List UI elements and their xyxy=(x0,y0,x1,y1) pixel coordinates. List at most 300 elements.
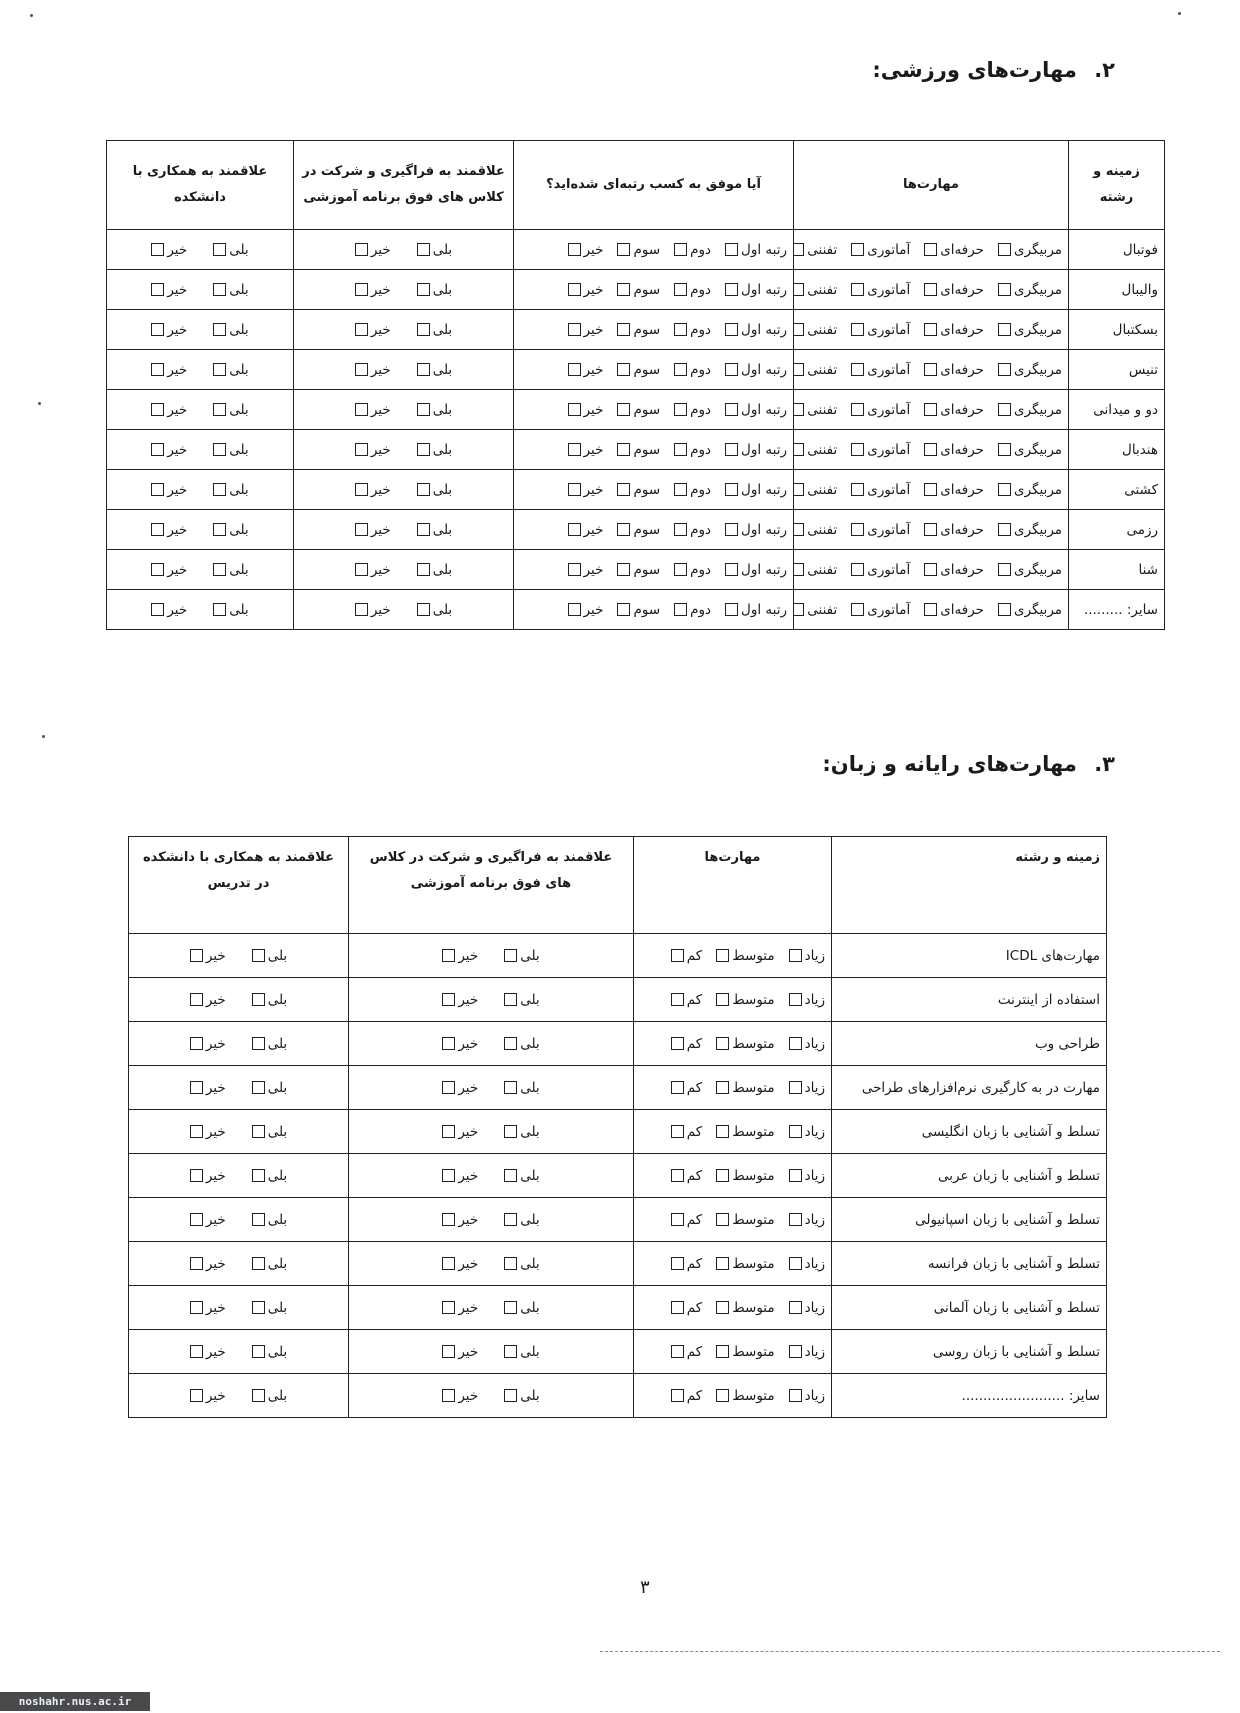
rank-0-checkbox[interactable] xyxy=(725,483,738,496)
skill-level-0-checkbox[interactable] xyxy=(998,603,1011,616)
skill-level-3-checkbox[interactable] xyxy=(794,363,805,376)
cooperate-0-checkbox[interactable] xyxy=(213,483,226,496)
skill-level-0-checkbox[interactable] xyxy=(998,323,1011,336)
class-interest-0-checkbox[interactable] xyxy=(417,363,430,376)
rank-3-checkbox[interactable] xyxy=(568,523,581,536)
class-interest-cell xyxy=(294,550,514,590)
class-interest-cell xyxy=(349,1066,634,1110)
proficiency-1-label: متوسط xyxy=(732,1123,775,1140)
sport-field-name: کشتی xyxy=(1069,470,1165,510)
rank-3-checkbox[interactable] xyxy=(568,283,581,296)
rank-3-checkbox[interactable] xyxy=(568,603,581,616)
cooperate-0-option xyxy=(252,1036,287,1052)
skill-level-1-checkbox[interactable] xyxy=(924,243,937,256)
cooperate-0-checkbox[interactable] xyxy=(252,1301,265,1314)
skill-level-0-checkbox[interactable] xyxy=(998,283,1011,296)
skill-level-3-option xyxy=(794,482,838,498)
skill-level-2-checkbox[interactable] xyxy=(851,603,864,616)
class-interest-1-option xyxy=(355,362,391,378)
sport-field-name: شنا xyxy=(1069,550,1165,590)
proficiency-0-checkbox[interactable] xyxy=(789,949,802,962)
skill-level-3-label: تفننی xyxy=(807,441,838,458)
class-interest-0-checkbox[interactable] xyxy=(504,1213,517,1226)
rank-2-checkbox[interactable] xyxy=(617,363,630,376)
class-interest-0-label: بلی xyxy=(432,361,453,378)
class-interest-1-checkbox[interactable] xyxy=(355,323,368,336)
skill-level-2-checkbox[interactable] xyxy=(851,323,864,336)
rank-0-checkbox[interactable] xyxy=(725,603,738,616)
class-interest-1-option xyxy=(355,322,391,338)
rank-2-checkbox[interactable] xyxy=(617,523,630,536)
proficiency-2-checkbox[interactable] xyxy=(671,1257,684,1270)
class-interest-0-label: بلی xyxy=(432,601,453,618)
proficiency-0-option xyxy=(789,1036,825,1052)
table-row xyxy=(129,1110,1107,1154)
class-interest-1-checkbox[interactable] xyxy=(355,243,368,256)
cooperate-0-checkbox[interactable] xyxy=(252,1389,265,1402)
cooperate-cell xyxy=(129,934,349,978)
cooperate-1-checkbox[interactable] xyxy=(190,1081,203,1094)
cooperate-0-option xyxy=(213,522,248,538)
rank-0-checkbox[interactable] xyxy=(725,563,738,576)
cooperate-cell xyxy=(129,1330,349,1374)
class-interest-1-option xyxy=(355,242,391,258)
class-interest-0-checkbox[interactable] xyxy=(417,403,430,416)
proficiency-0-checkbox[interactable] xyxy=(789,1257,802,1270)
class-interest-1-checkbox[interactable] xyxy=(442,949,455,962)
class-interest-1-option xyxy=(442,1036,478,1052)
rank-3-label: خیر xyxy=(583,561,604,578)
proficiency-1-checkbox[interactable] xyxy=(716,1213,729,1226)
proficiency-1-checkbox[interactable] xyxy=(716,1037,729,1050)
sports-section-number: ۲. xyxy=(1094,58,1115,82)
rank-0-option xyxy=(725,402,787,418)
class-interest-1-checkbox[interactable] xyxy=(355,443,368,456)
class-interest-cell xyxy=(294,270,514,310)
rank-1-checkbox[interactable] xyxy=(674,403,687,416)
skill-level-3-checkbox[interactable] xyxy=(794,323,805,336)
rank-1-checkbox[interactable] xyxy=(674,363,687,376)
cooperate-0-checkbox[interactable] xyxy=(252,1037,265,1050)
class-interest-0-checkbox[interactable] xyxy=(417,523,430,536)
cooperate-1-checkbox[interactable] xyxy=(151,243,164,256)
cooperate-1-checkbox[interactable] xyxy=(151,323,164,336)
skill-level-2-checkbox[interactable] xyxy=(851,283,864,296)
cooperate-1-checkbox[interactable] xyxy=(190,1257,203,1270)
skill-level-1-checkbox[interactable] xyxy=(924,563,937,576)
proficiency-2-checkbox[interactable] xyxy=(671,1389,684,1402)
proficiency-2-checkbox[interactable] xyxy=(671,1301,684,1314)
class-interest-0-checkbox[interactable] xyxy=(417,603,430,616)
cooperate-cell xyxy=(129,1374,349,1418)
rank-2-option xyxy=(617,482,660,498)
class-interest-1-checkbox[interactable] xyxy=(442,993,455,1006)
cooperate-1-checkbox[interactable] xyxy=(190,1169,203,1182)
proficiency-0-checkbox[interactable] xyxy=(789,1125,802,1138)
skill-level-1-checkbox[interactable] xyxy=(924,323,937,336)
skill-level-2-label: آماتوری xyxy=(867,481,911,498)
proficiency-0-checkbox[interactable] xyxy=(789,1345,802,1358)
cooperate-0-checkbox[interactable] xyxy=(213,403,226,416)
proficiency-0-checkbox[interactable] xyxy=(789,1169,802,1182)
rank-2-label: سوم xyxy=(633,401,661,418)
rank-2-checkbox[interactable] xyxy=(617,443,630,456)
class-interest-1-checkbox[interactable] xyxy=(442,1169,455,1182)
proficiency-0-checkbox[interactable] xyxy=(789,1213,802,1226)
table-row xyxy=(129,1330,1107,1374)
rank-cell xyxy=(514,510,794,550)
rank-0-label: رتبه اول xyxy=(741,521,787,538)
class-interest-1-checkbox[interactable] xyxy=(442,1389,455,1402)
proficiency-1-checkbox[interactable] xyxy=(716,1301,729,1314)
cooperate-0-checkbox[interactable] xyxy=(213,323,226,336)
class-interest-0-checkbox[interactable] xyxy=(504,1081,517,1094)
rank-0-checkbox[interactable] xyxy=(725,243,738,256)
proficiency-1-checkbox[interactable] xyxy=(716,949,729,962)
class-interest-cell xyxy=(349,1022,634,1066)
proficiency-1-checkbox[interactable] xyxy=(716,1389,729,1402)
sport-field-name: والیبال xyxy=(1069,270,1165,310)
class-interest-1-checkbox[interactable] xyxy=(442,1037,455,1050)
rank-cell xyxy=(514,550,794,590)
proficiency-0-option xyxy=(789,1212,825,1228)
proficiency-2-checkbox[interactable] xyxy=(671,1081,684,1094)
proficiency-2-checkbox[interactable] xyxy=(671,1037,684,1050)
proficiency-cell xyxy=(634,1286,832,1330)
cooperate-0-checkbox[interactable] xyxy=(252,1081,265,1094)
cooperate-1-checkbox[interactable] xyxy=(190,1389,203,1402)
skill-level-2-label: آماتوری xyxy=(867,561,911,578)
class-interest-1-checkbox[interactable] xyxy=(442,1125,455,1138)
skill-level-3-checkbox[interactable] xyxy=(794,443,805,456)
skill-level-cell xyxy=(794,510,1069,550)
cooperate-1-checkbox[interactable] xyxy=(190,949,203,962)
skill-level-1-option xyxy=(924,562,984,578)
skill-level-1-label: حرفه‌ای xyxy=(940,241,985,258)
skill-level-1-label: حرفه‌ای xyxy=(940,601,985,618)
skill-level-1-option xyxy=(924,362,984,378)
cooperate-1-checkbox[interactable] xyxy=(151,403,164,416)
rank-3-checkbox[interactable] xyxy=(568,243,581,256)
skill-level-0-checkbox[interactable] xyxy=(998,443,1011,456)
skill-level-0-checkbox[interactable] xyxy=(998,563,1011,576)
skill-level-1-checkbox[interactable] xyxy=(924,403,937,416)
proficiency-0-checkbox[interactable] xyxy=(789,1389,802,1402)
proficiency-0-option xyxy=(789,1344,825,1360)
class-interest-0-label: بلی xyxy=(520,1123,540,1140)
cooperate-1-label: خیر xyxy=(205,1387,226,1404)
skill-level-0-checkbox[interactable] xyxy=(998,363,1011,376)
class-interest-0-checkbox[interactable] xyxy=(417,483,430,496)
cooperate-0-checkbox[interactable] xyxy=(213,603,226,616)
rank-2-checkbox[interactable] xyxy=(617,323,630,336)
skill-level-2-option xyxy=(851,402,910,418)
class-interest-1-checkbox[interactable] xyxy=(442,1345,455,1358)
class-interest-1-checkbox[interactable] xyxy=(355,483,368,496)
cooperate-0-option xyxy=(252,1344,287,1360)
class-interest-1-label: خیر xyxy=(370,521,391,538)
class-interest-1-label: خیر xyxy=(458,991,479,1008)
class-interest-0-checkbox[interactable] xyxy=(417,443,430,456)
proficiency-2-checkbox[interactable] xyxy=(671,949,684,962)
computer-field-name: مهارت در به کارگیری نرم‌افزارهای طراحی xyxy=(832,1066,1107,1110)
skill-level-2-checkbox[interactable] xyxy=(851,523,864,536)
class-interest-0-label: بلی xyxy=(520,991,540,1008)
skill-level-1-checkbox[interactable] xyxy=(924,523,937,536)
cooperate-0-checkbox[interactable] xyxy=(213,563,226,576)
proficiency-1-checkbox[interactable] xyxy=(716,1257,729,1270)
rank-1-label: دوم xyxy=(690,321,712,338)
proficiency-1-checkbox[interactable] xyxy=(716,1125,729,1138)
class-interest-0-checkbox[interactable] xyxy=(417,243,430,256)
header-class-interest: علاقمند به فراگیری و شرکت در کلاس های فوق برنامه آموزشی xyxy=(349,837,634,934)
class-interest-1-checkbox[interactable] xyxy=(442,1081,455,1094)
skill-level-1-checkbox[interactable] xyxy=(924,483,937,496)
table-row xyxy=(107,270,1165,310)
skill-level-1-label: حرفه‌ای xyxy=(940,561,985,578)
class-interest-1-checkbox[interactable] xyxy=(355,363,368,376)
proficiency-1-checkbox[interactable] xyxy=(716,993,729,1006)
rank-1-checkbox[interactable] xyxy=(674,283,687,296)
skill-level-3-checkbox[interactable] xyxy=(794,603,805,616)
skill-level-0-checkbox[interactable] xyxy=(998,523,1011,536)
skill-level-1-checkbox[interactable] xyxy=(924,603,937,616)
class-interest-0-checkbox[interactable] xyxy=(417,563,430,576)
cooperate-1-checkbox[interactable] xyxy=(151,523,164,536)
skill-level-2-checkbox[interactable] xyxy=(851,443,864,456)
class-interest-1-label: خیر xyxy=(370,601,391,618)
cooperate-0-checkbox[interactable] xyxy=(252,1213,265,1226)
rank-3-checkbox[interactable] xyxy=(568,443,581,456)
skill-level-2-checkbox[interactable] xyxy=(851,563,864,576)
rank-1-checkbox[interactable] xyxy=(674,443,687,456)
class-interest-1-checkbox[interactable] xyxy=(442,1301,455,1314)
rank-0-checkbox[interactable] xyxy=(725,523,738,536)
proficiency-0-checkbox[interactable] xyxy=(789,1081,802,1094)
skill-level-0-option xyxy=(998,402,1062,418)
class-interest-1-checkbox[interactable] xyxy=(355,523,368,536)
rank-0-checkbox[interactable] xyxy=(725,403,738,416)
cooperate-1-checkbox[interactable] xyxy=(190,1125,203,1138)
skill-level-0-label: مربیگری xyxy=(1014,561,1062,578)
cooperate-0-checkbox[interactable] xyxy=(252,993,265,1006)
rank-1-checkbox[interactable] xyxy=(674,523,687,536)
proficiency-2-checkbox[interactable] xyxy=(671,1125,684,1138)
skill-level-2-checkbox[interactable] xyxy=(851,483,864,496)
rank-0-option xyxy=(725,362,787,378)
sport-field-name: رزمی xyxy=(1069,510,1165,550)
cooperate-1-checkbox[interactable] xyxy=(190,1037,203,1050)
class-interest-1-checkbox[interactable] xyxy=(355,563,368,576)
rank-0-label: رتبه اول xyxy=(741,321,787,338)
rank-2-checkbox[interactable] xyxy=(617,483,630,496)
cooperate-cell xyxy=(107,430,294,470)
cooperate-0-checkbox[interactable] xyxy=(252,949,265,962)
skill-level-0-label: مربیگری xyxy=(1014,321,1062,338)
proficiency-cell xyxy=(634,1110,832,1154)
class-interest-0-checkbox[interactable] xyxy=(504,1169,517,1182)
cooperate-1-checkbox[interactable] xyxy=(151,563,164,576)
rank-2-checkbox[interactable] xyxy=(617,243,630,256)
rank-1-checkbox[interactable] xyxy=(674,483,687,496)
rank-1-checkbox[interactable] xyxy=(674,323,687,336)
rank-1-option xyxy=(674,442,711,458)
rank-0-checkbox[interactable] xyxy=(725,283,738,296)
skill-level-1-label: حرفه‌ای xyxy=(940,441,985,458)
class-interest-1-checkbox[interactable] xyxy=(355,603,368,616)
proficiency-0-label: زیاد xyxy=(804,1255,825,1272)
cooperate-0-checkbox[interactable] xyxy=(252,1257,265,1270)
skill-level-2-checkbox[interactable] xyxy=(851,243,864,256)
skill-level-0-checkbox[interactable] xyxy=(998,243,1011,256)
scan-speck xyxy=(1178,12,1181,15)
class-interest-0-option xyxy=(504,1080,539,1096)
class-interest-cell xyxy=(294,390,514,430)
class-interest-0-label: بلی xyxy=(432,521,453,538)
cooperate-1-checkbox[interactable] xyxy=(151,283,164,296)
rank-0-option xyxy=(725,242,787,258)
skill-level-0-checkbox[interactable] xyxy=(998,483,1011,496)
class-interest-0-checkbox[interactable] xyxy=(504,1389,517,1402)
proficiency-1-checkbox[interactable] xyxy=(716,1169,729,1182)
class-interest-cell xyxy=(294,470,514,510)
proficiency-2-label: کم xyxy=(686,991,703,1008)
rank-0-checkbox[interactable] xyxy=(725,323,738,336)
cooperate-1-label: خیر xyxy=(205,947,226,964)
cooperate-1-label: خیر xyxy=(167,561,188,578)
cooperate-1-checkbox[interactable] xyxy=(190,1301,203,1314)
class-interest-0-checkbox[interactable] xyxy=(504,1301,517,1314)
computer-field-name: سایر: ........................ xyxy=(832,1374,1107,1418)
proficiency-2-option xyxy=(671,1080,702,1096)
rank-1-checkbox[interactable] xyxy=(674,603,687,616)
cooperate-1-label: خیر xyxy=(205,1211,226,1228)
cooperate-0-checkbox[interactable] xyxy=(252,1125,265,1138)
rank-1-label: دوم xyxy=(690,521,712,538)
cooperate-1-checkbox[interactable] xyxy=(151,483,164,496)
proficiency-2-checkbox[interactable] xyxy=(671,1169,684,1182)
proficiency-2-checkbox[interactable] xyxy=(671,1213,684,1226)
skill-level-2-checkbox[interactable] xyxy=(851,403,864,416)
skill-level-3-checkbox[interactable] xyxy=(794,523,805,536)
cooperate-1-checkbox[interactable] xyxy=(151,603,164,616)
proficiency-0-checkbox[interactable] xyxy=(789,1301,802,1314)
class-interest-1-checkbox[interactable] xyxy=(355,283,368,296)
class-interest-0-checkbox[interactable] xyxy=(417,283,430,296)
class-interest-0-label: بلی xyxy=(520,1167,540,1184)
skill-level-1-checkbox[interactable] xyxy=(924,363,937,376)
skill-level-1-checkbox[interactable] xyxy=(924,283,937,296)
skill-level-0-option xyxy=(998,362,1062,378)
proficiency-1-checkbox[interactable] xyxy=(716,1345,729,1358)
computer-field-name: تسلط و آشنایی با زبان اسپانیولی xyxy=(832,1198,1107,1242)
proficiency-2-checkbox[interactable] xyxy=(671,1345,684,1358)
rank-3-label: خیر xyxy=(583,361,604,378)
class-interest-0-checkbox[interactable] xyxy=(417,323,430,336)
rank-2-checkbox[interactable] xyxy=(617,283,630,296)
skill-level-1-label: حرفه‌ای xyxy=(940,281,985,298)
skill-level-3-checkbox[interactable] xyxy=(794,403,805,416)
rank-2-option xyxy=(617,602,660,618)
class-interest-0-checkbox[interactable] xyxy=(504,1037,517,1050)
cooperate-1-checkbox[interactable] xyxy=(190,993,203,1006)
skill-level-3-checkbox[interactable] xyxy=(794,243,805,256)
cooperate-0-checkbox[interactable] xyxy=(252,1169,265,1182)
rank-3-checkbox[interactable] xyxy=(568,363,581,376)
cooperate-0-checkbox[interactable] xyxy=(213,243,226,256)
rank-2-checkbox[interactable] xyxy=(617,403,630,416)
rank-0-label: رتبه اول xyxy=(741,281,787,298)
proficiency-1-label: متوسط xyxy=(732,1167,775,1184)
rank-2-checkbox[interactable] xyxy=(617,563,630,576)
computer-section-title xyxy=(822,752,1115,776)
rank-1-checkbox[interactable] xyxy=(674,243,687,256)
skill-level-3-checkbox[interactable] xyxy=(794,563,805,576)
rank-1-option xyxy=(674,242,711,258)
class-interest-0-checkbox[interactable] xyxy=(504,1125,517,1138)
cooperate-cell xyxy=(107,350,294,390)
cooperate-0-checkbox[interactable] xyxy=(213,523,226,536)
rank-1-checkbox[interactable] xyxy=(674,563,687,576)
class-interest-1-checkbox[interactable] xyxy=(442,1257,455,1270)
rank-0-checkbox[interactable] xyxy=(725,363,738,376)
skill-level-0-option xyxy=(998,562,1062,578)
rank-3-checkbox[interactable] xyxy=(568,483,581,496)
class-interest-1-checkbox[interactable] xyxy=(355,403,368,416)
skill-level-3-checkbox[interactable] xyxy=(794,483,805,496)
proficiency-1-checkbox[interactable] xyxy=(716,1081,729,1094)
class-interest-0-checkbox[interactable] xyxy=(504,1257,517,1270)
class-interest-1-checkbox[interactable] xyxy=(442,1213,455,1226)
proficiency-0-checkbox[interactable] xyxy=(789,993,802,1006)
header-class-interest: علاقمند به فراگیری و شرکت در کلاس های فوق برنامه آموزشی xyxy=(294,141,514,230)
rank-3-checkbox[interactable] xyxy=(568,323,581,336)
rank-3-option xyxy=(568,442,604,458)
skill-level-1-checkbox[interactable] xyxy=(924,443,937,456)
rank-2-checkbox[interactable] xyxy=(617,603,630,616)
class-interest-cell xyxy=(349,1330,634,1374)
cooperate-1-checkbox[interactable] xyxy=(190,1213,203,1226)
rank-3-checkbox[interactable] xyxy=(568,403,581,416)
cooperate-1-checkbox[interactable] xyxy=(151,363,164,376)
proficiency-0-checkbox[interactable] xyxy=(789,1037,802,1050)
rank-3-checkbox[interactable] xyxy=(568,563,581,576)
skill-level-2-option xyxy=(851,322,910,338)
class-interest-0-checkbox[interactable] xyxy=(504,949,517,962)
cooperate-1-checkbox[interactable] xyxy=(190,1345,203,1358)
cooperate-0-checkbox[interactable] xyxy=(213,443,226,456)
cooperate-0-checkbox[interactable] xyxy=(213,363,226,376)
rank-2-option xyxy=(617,562,660,578)
rank-0-checkbox[interactable] xyxy=(725,443,738,456)
skill-level-2-checkbox[interactable] xyxy=(851,363,864,376)
cooperate-0-checkbox[interactable] xyxy=(252,1345,265,1358)
class-interest-0-checkbox[interactable] xyxy=(504,993,517,1006)
cooperate-1-checkbox[interactable] xyxy=(151,443,164,456)
computer-field-name: تسلط و آشنایی با زبان عربی xyxy=(832,1154,1107,1198)
proficiency-2-checkbox[interactable] xyxy=(671,993,684,1006)
cooperate-1-label: خیر xyxy=(205,1343,226,1360)
proficiency-1-option xyxy=(716,1300,774,1316)
skill-level-3-checkbox[interactable] xyxy=(794,283,805,296)
proficiency-2-label: کم xyxy=(686,1167,703,1184)
skill-level-0-checkbox[interactable] xyxy=(998,403,1011,416)
cooperate-0-option xyxy=(213,442,248,458)
proficiency-1-label: متوسط xyxy=(732,991,775,1008)
cooperate-0-checkbox[interactable] xyxy=(213,283,226,296)
class-interest-0-checkbox[interactable] xyxy=(504,1345,517,1358)
rank-3-label: خیر xyxy=(583,481,604,498)
